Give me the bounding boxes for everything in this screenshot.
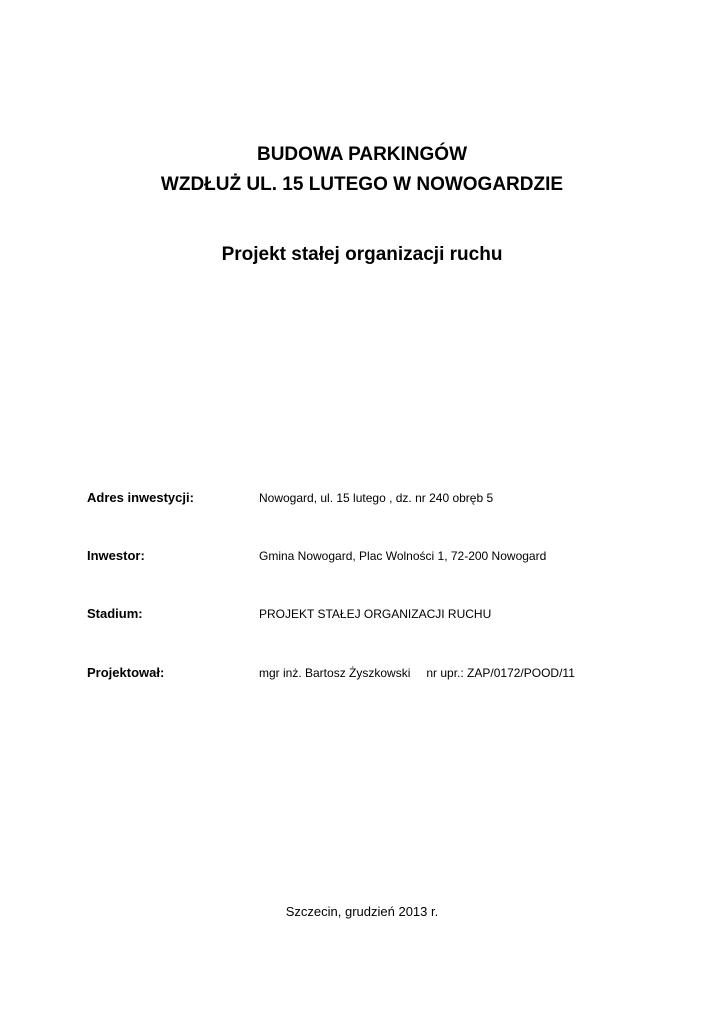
info-row-stage <box>87 604 687 624</box>
designer-license: nr upr.: ZAP/0172/POOD/11 <box>426 666 575 680</box>
info-row-address <box>87 488 687 508</box>
address-value: Nowogard, ul. 15 lutego , dz. nr 240 obręb 5 <box>259 491 494 505</box>
document-title <box>0 140 724 200</box>
investor-value: Gmina Nowogard, Plac Wolności 1, 72-200 Nowogard <box>259 549 547 563</box>
info-row-investor <box>87 546 687 566</box>
title-line-2: WZDŁUŻ UL. 15 LUTEGO W NOWOGARDZIE <box>160 174 564 195</box>
footer-place-date: Szczecin, grudzień 2013 r. <box>285 904 439 919</box>
designer-value <box>259 663 575 683</box>
investor-label: Inwestor: <box>87 548 145 563</box>
stage-value: PROJEKT STAŁEJ ORGANIZACJI RUCHU <box>259 607 492 621</box>
info-row-designer <box>87 663 687 683</box>
stage-label: Stadium: <box>87 606 143 621</box>
document-subtitle: Projekt stałej organizacji ruchu <box>221 244 503 265</box>
address-label: Adres inwestycji: <box>87 490 194 505</box>
designer-label: Projektował: <box>87 665 165 680</box>
title-line-1: BUDOWA PARKINGÓW <box>256 144 468 165</box>
designer-name: mgr inż. Bartosz Żyszkowski <box>259 666 411 680</box>
